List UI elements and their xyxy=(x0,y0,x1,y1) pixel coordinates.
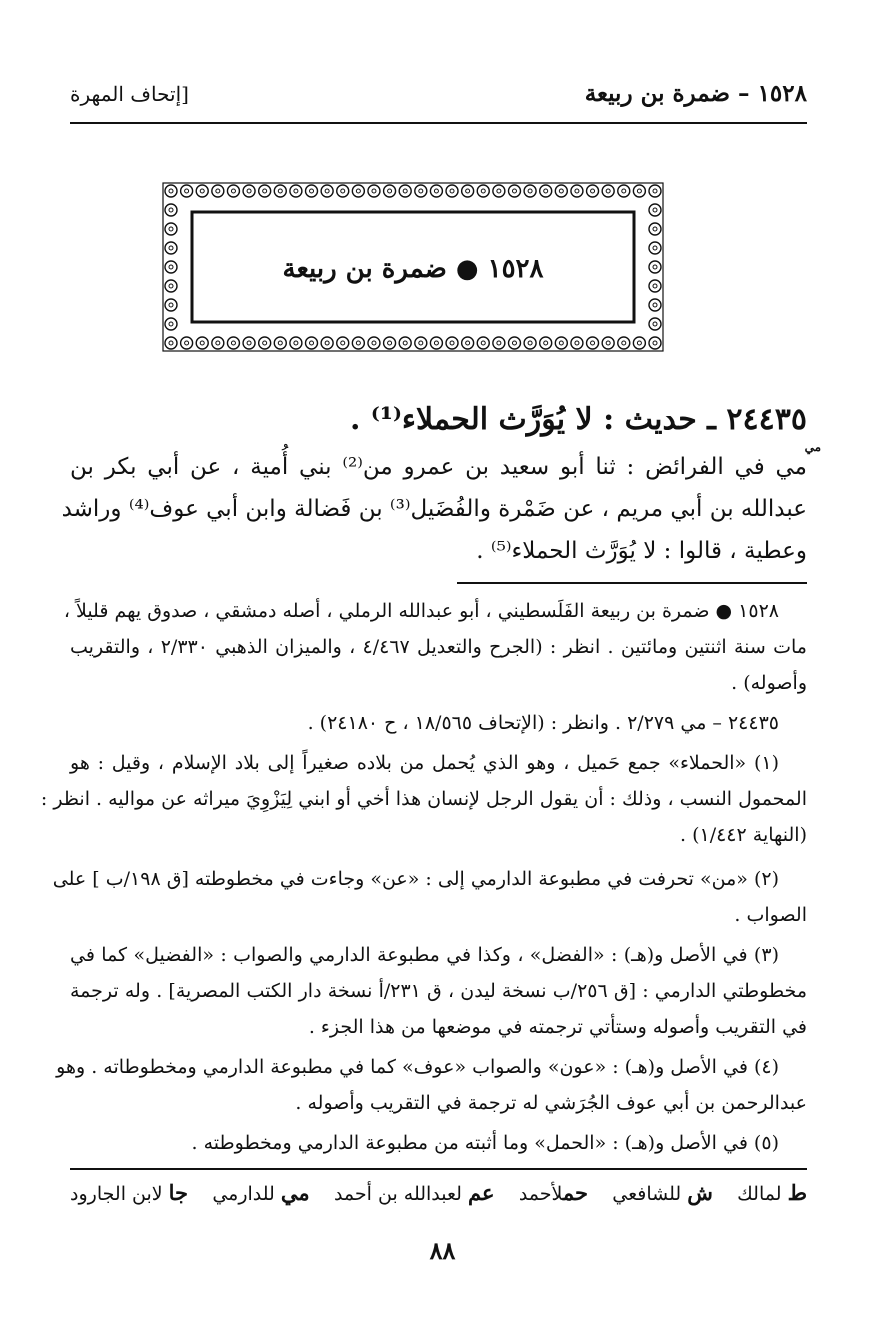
ornament-dot xyxy=(622,341,626,345)
ornament-dot xyxy=(372,189,376,193)
note-line: ٢٤٤٣٥ – مي ٢/٢٧٩ . وانظر : (الإتحاف ١٨/٥٦٥ ، ح ٢٤١٨٠) . xyxy=(307,712,779,734)
ornament-dot xyxy=(356,189,360,193)
ornament-dot xyxy=(263,189,267,193)
abbreviation-item xyxy=(519,1180,588,1205)
footnote-line: المحمول النسب ، وذلك : أن يقول الرجل لإنسان هذا أخي أو ابني لِيَزْوِيَ ميراثه عن مواليه . انظر : xyxy=(40,788,807,810)
ornament-ring xyxy=(649,299,661,311)
ornament-dot xyxy=(200,341,204,345)
ornament-ring xyxy=(165,318,177,330)
note-line: ١٥٢٨ ● ضمرة بن ربيعة الفَلَسطيني ، أبو عبدالله الرملي ، أصله دمشقي ، صدوق يهم قليلاً ، xyxy=(63,600,779,622)
ornament-ring xyxy=(274,337,286,349)
ornament-dot xyxy=(544,341,548,345)
ornament-dot xyxy=(419,189,423,193)
ornament-ring xyxy=(555,185,567,197)
ornament-ring xyxy=(368,185,380,197)
ornament-ring xyxy=(165,299,177,311)
ornament-ring xyxy=(243,337,255,349)
ornament-ring xyxy=(165,242,177,254)
abbreviation-item xyxy=(737,1180,807,1205)
ornament-ring xyxy=(493,185,505,197)
ornament-dot xyxy=(528,341,532,345)
ornament-ring xyxy=(446,337,458,349)
ornament-ring xyxy=(384,185,396,197)
footnote-line: (٥) في الأصل و(هـ) : «الحمل» وما أثبته من مطبوعة الدارمي ومخطوطته . xyxy=(191,1132,779,1154)
ornament-ring xyxy=(352,185,364,197)
ornament-dot xyxy=(247,189,251,193)
ornament-ring xyxy=(524,337,536,349)
ornament-ring xyxy=(649,318,661,330)
header-rule xyxy=(70,122,807,124)
ornament-ring xyxy=(399,337,411,349)
note-line: مات سنة اثنتين ومائتين . انظر : (الجرح والتعديل ٤/٤٦٧ ، والميزان الذهبي ٢/٣٣٠ ، والتقريب xyxy=(70,636,807,658)
ornament-ring xyxy=(227,337,239,349)
abbreviation-key xyxy=(70,1180,807,1205)
ornament-dot xyxy=(575,341,579,345)
ornament-ring xyxy=(477,185,489,197)
ornament-ring xyxy=(649,204,661,216)
footnote-line: (٢) «من» تحرفت في مطبوعة الدارمي إلى : «عن» وجاءت في مخطوطته [ق ١٩٨/ب ] على xyxy=(52,868,779,890)
ornament-dot xyxy=(637,341,641,345)
ornament-ring xyxy=(508,185,520,197)
ornament-ring xyxy=(430,337,442,349)
ornament-dot xyxy=(185,189,189,193)
ornament-dot xyxy=(169,246,173,250)
ornament-dot xyxy=(497,189,501,193)
ornament-dot xyxy=(450,189,454,193)
footnote-line: مخطوطتي الدارمي : [ق ٢٥٦/ب نسخة ليدن ، ق ٢٣١/أ نسخة دار الكتب المصرية] . وله ترجمة xyxy=(70,980,807,1002)
ornament-dot xyxy=(169,189,173,193)
ornament-dot xyxy=(169,227,173,231)
ornament-dot xyxy=(512,341,516,345)
ornament-ring xyxy=(649,185,661,197)
footnote-line: (النهاية ١/٤٤٢) . xyxy=(679,824,807,846)
ornament-dot xyxy=(247,341,251,345)
ornament-ring xyxy=(430,185,442,197)
ornament-ring xyxy=(212,185,224,197)
abbreviation-item xyxy=(612,1180,713,1205)
book-title: [إتحاف المهرة xyxy=(70,82,189,106)
ornament-dot xyxy=(341,341,345,345)
ornament-dot xyxy=(185,341,189,345)
ornament-dot xyxy=(372,341,376,345)
ornament-dot xyxy=(278,189,282,193)
abbreviation-code: عم xyxy=(468,1180,495,1205)
ornament-dot xyxy=(231,341,235,345)
ornament-dot xyxy=(169,322,173,326)
ornament-ring xyxy=(415,185,427,197)
hadith-line: مي في الفرائض : ثنا أبو سعيد بن عمرو من⁽²⁾ بني أُمية ، عن أبي بكر بن xyxy=(70,454,808,480)
ornament-ring xyxy=(165,204,177,216)
abbreviation-name: لمالك xyxy=(737,1183,782,1205)
hadith-line: عبدالله بن أبي مريم ، عن ضَمْرة والفُضَيل⁽³⁾ بن فَضالة وابن أبي عوف⁽⁴⁾ وراشد xyxy=(61,496,807,522)
ornament-dot xyxy=(544,189,548,193)
ornament-ring xyxy=(524,185,536,197)
ornament-ring xyxy=(508,337,520,349)
abbreviation-code: جا xyxy=(168,1180,189,1205)
ornament-ring xyxy=(337,185,349,197)
footnote-line: الصواب . xyxy=(734,904,807,926)
ornament-dot xyxy=(497,341,501,345)
ornament-dot xyxy=(653,303,657,307)
ornament-ring xyxy=(555,337,567,349)
ornament-ring xyxy=(165,185,177,197)
ornament-ring xyxy=(306,337,318,349)
ornament-dot xyxy=(169,341,173,345)
ornament-dot xyxy=(591,341,595,345)
ornament-dot xyxy=(481,341,485,345)
ornament-dot xyxy=(169,284,173,288)
ornament-ring xyxy=(321,337,333,349)
ornament-dot xyxy=(325,189,329,193)
ornament-ring xyxy=(384,337,396,349)
ornament-ring xyxy=(462,185,474,197)
ornament-ring xyxy=(633,337,645,349)
ornament-dot xyxy=(606,189,610,193)
ornament-dot xyxy=(403,189,407,193)
ornament-ring xyxy=(493,337,505,349)
ornament-ring xyxy=(306,185,318,197)
ornament-ring xyxy=(649,242,661,254)
ornament-ring xyxy=(352,337,364,349)
ornament-dot xyxy=(637,189,641,193)
ornament-ring xyxy=(227,185,239,197)
ornament-ring xyxy=(587,337,599,349)
ornament-ring xyxy=(243,185,255,197)
ornament-ring xyxy=(259,337,271,349)
ornament-ring xyxy=(196,337,208,349)
ornament-ring xyxy=(274,185,286,197)
chapter-heading: ١٥٢٨ – ضمرة بن ربيعة xyxy=(584,80,807,107)
ornament-ring xyxy=(399,185,411,197)
ornament-dot xyxy=(216,189,220,193)
ornament-ring xyxy=(602,337,614,349)
ornament-ring xyxy=(571,185,583,197)
ornament-dot xyxy=(356,341,360,345)
ornament-dot xyxy=(559,189,563,193)
ornament-dot xyxy=(169,208,173,212)
ornament-ring xyxy=(321,185,333,197)
ornament-ring xyxy=(540,185,552,197)
abbreviation-code: ش xyxy=(687,1180,713,1205)
ornament-dot xyxy=(419,341,423,345)
biography-title: ١٥٢٨ ● ضمرة بن ربيعة xyxy=(282,254,544,284)
abbreviation-name: للشافعي xyxy=(612,1183,682,1205)
ornament-ring xyxy=(649,337,661,349)
ornament-dot xyxy=(216,341,220,345)
ornamental-frame xyxy=(162,182,664,352)
ornament-dot xyxy=(403,341,407,345)
ornament-ring xyxy=(181,185,193,197)
ornament-ring xyxy=(477,337,489,349)
footnote-line: (١) «الحملاء» جمع حَميل ، وهو الذي يُحمل من بلاده صغيراً إلى بلاد الإسلام ، وقيل : هو xyxy=(70,752,779,774)
ornament-dot xyxy=(450,341,454,345)
ornament-dot xyxy=(653,322,657,326)
ornament-dot xyxy=(512,189,516,193)
footnote-line: في التقريب وأصوله وستأتي ترجمته في موضعها من هذا الجزء . xyxy=(308,1016,807,1038)
ornament-dot xyxy=(434,341,438,345)
ornament-dot xyxy=(466,341,470,345)
ornament-ring xyxy=(165,223,177,235)
ornament-dot xyxy=(310,341,314,345)
ornament-dot xyxy=(434,189,438,193)
ornament-ring xyxy=(337,337,349,349)
footer-rule xyxy=(70,1168,807,1170)
ornament-dot xyxy=(388,189,392,193)
abbreviation-name: للدارمي xyxy=(212,1183,275,1205)
ornament-dot xyxy=(575,189,579,193)
ornament-ring xyxy=(290,185,302,197)
ornament-dot xyxy=(310,189,314,193)
note-line: وأصوله) . xyxy=(731,672,807,694)
ornament-ring xyxy=(446,185,458,197)
ornament-ring xyxy=(618,185,630,197)
ornament-dot xyxy=(622,189,626,193)
ornament-dot xyxy=(653,208,657,212)
ornament-ring xyxy=(368,337,380,349)
ornament-ring xyxy=(540,337,552,349)
ornament-ring xyxy=(618,337,630,349)
ornament-ring xyxy=(571,337,583,349)
abbreviation-item xyxy=(70,1180,188,1205)
ornament-ring xyxy=(602,185,614,197)
ornament-dot xyxy=(653,341,657,345)
ornament-dot xyxy=(591,189,595,193)
ornament-dot xyxy=(559,341,563,345)
ornament-dot xyxy=(263,341,267,345)
hadith-heading: ٢٤٤٣٥ ـ حديث : لا يُوَرَّث الحملاء⁽¹⁾ . xyxy=(350,402,807,437)
ornament-dot xyxy=(278,341,282,345)
footnote-line: (٣) في الأصل و(هـ) : «الفضل» ، وكذا في مطبوعة الدارمي والصواب : «الفضيل» كما في xyxy=(70,944,779,966)
footnote-line: (٤) في الأصل و(هـ) : «عون» والصواب «عوف» كما في مطبوعة الدارمي ومخطوطاته . وهو xyxy=(56,1056,779,1078)
page-number: ٨٨ xyxy=(429,1236,456,1265)
ornament-ring xyxy=(165,337,177,349)
ornament-ring xyxy=(462,337,474,349)
abbreviation-name: لأحمد xyxy=(518,1183,563,1205)
abbreviation-name: لعبدالله بن أحمد xyxy=(333,1183,462,1205)
ornament-dot xyxy=(528,189,532,193)
ornament-dot xyxy=(200,189,204,193)
hadith-line: وعطية ، قالوا : لا يُوَرَّث الحملاء⁽⁵⁾ . xyxy=(476,538,807,564)
ornament-dot xyxy=(388,341,392,345)
abbreviation-item xyxy=(212,1180,309,1205)
ornament-dot xyxy=(653,284,657,288)
ornament-dot xyxy=(481,189,485,193)
abbreviation-code: مي xyxy=(280,1180,310,1205)
margin-mark: مي xyxy=(804,440,821,454)
ornament-dot xyxy=(169,303,173,307)
ornament-ring xyxy=(259,185,271,197)
ornament-dot xyxy=(341,189,345,193)
ornament-dot xyxy=(606,341,610,345)
ornament-dot xyxy=(294,341,298,345)
ornament-ring xyxy=(649,223,661,235)
running-header xyxy=(70,80,807,114)
ornament-ring xyxy=(633,185,645,197)
notes-separator xyxy=(457,582,807,584)
ornament-dot xyxy=(653,246,657,250)
abbreviation-code: ط xyxy=(787,1180,807,1205)
ornament-ring xyxy=(196,185,208,197)
ornament-dot xyxy=(466,189,470,193)
ornament-dot xyxy=(653,227,657,231)
ornament-dot xyxy=(231,189,235,193)
ornament-ring xyxy=(415,337,427,349)
ornament-dot xyxy=(653,189,657,193)
footnote-line: عبدالرحمن بن أبي عوف الجُرَشي له ترجمة في التقريب وأصوله . xyxy=(295,1092,807,1114)
ornament-ring xyxy=(181,337,193,349)
ornament-dot xyxy=(294,189,298,193)
abbreviation-name: لابن الجارود xyxy=(70,1183,163,1205)
ornament-ring xyxy=(212,337,224,349)
ornament-ring xyxy=(587,185,599,197)
ornament-ring xyxy=(290,337,302,349)
ornament-dot xyxy=(325,341,329,345)
abbreviation-code: حم xyxy=(562,1180,588,1205)
abbreviation-item xyxy=(334,1180,495,1205)
